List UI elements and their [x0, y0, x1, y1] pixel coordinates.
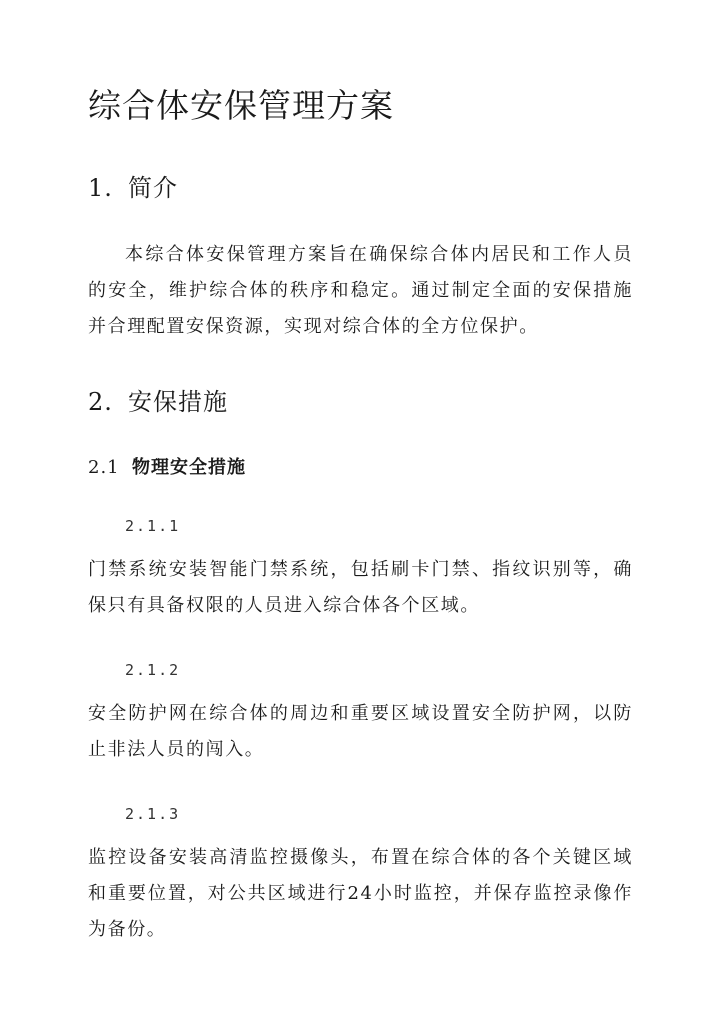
- section-number: 1.: [88, 174, 113, 202]
- document-title: 综合体安保管理方案: [88, 86, 394, 125]
- item-text-security-fence: 安全防护网在综合体的周边和重要区域设置安全防护网，以防止非法人员的闯入。: [88, 703, 633, 760]
- subsection-title: 物理安全措施: [132, 457, 246, 478]
- subsection-heading-physical: [88, 455, 246, 481]
- item-number: 2.1.1: [125, 517, 181, 535]
- section-number: 2.: [88, 388, 113, 416]
- section-heading-measures: [88, 386, 228, 418]
- section-title: 安保措施: [128, 388, 228, 416]
- intro-paragraph: 本综合体安保管理方案旨在确保综合体内居民和工作人员的安全，维护综合体的秩序和稳定。通过制定全面的安保措施并合理配置安保资源，实现对综合体的全方位保护。: [88, 244, 633, 337]
- section-title: 简介: [128, 174, 178, 202]
- subsection-number: 2.1: [88, 457, 120, 478]
- item-text-surveillance: 监控设备安装高清监控摄像头，布置在综合体的各个关键区域和重要位置，对公共区域进行24小时监控，并保存监控录像作为备份。: [88, 847, 633, 940]
- section-heading-intro: [88, 172, 178, 204]
- item-number: 2.1.2: [125, 661, 181, 679]
- item-number: 2.1.3: [125, 805, 181, 823]
- item-text-access-control: 门禁系统安装智能门禁系统，包括刷卡门禁、指纹识别等，确保只有具备权限的人员进入综合体各个区域。: [88, 559, 633, 616]
